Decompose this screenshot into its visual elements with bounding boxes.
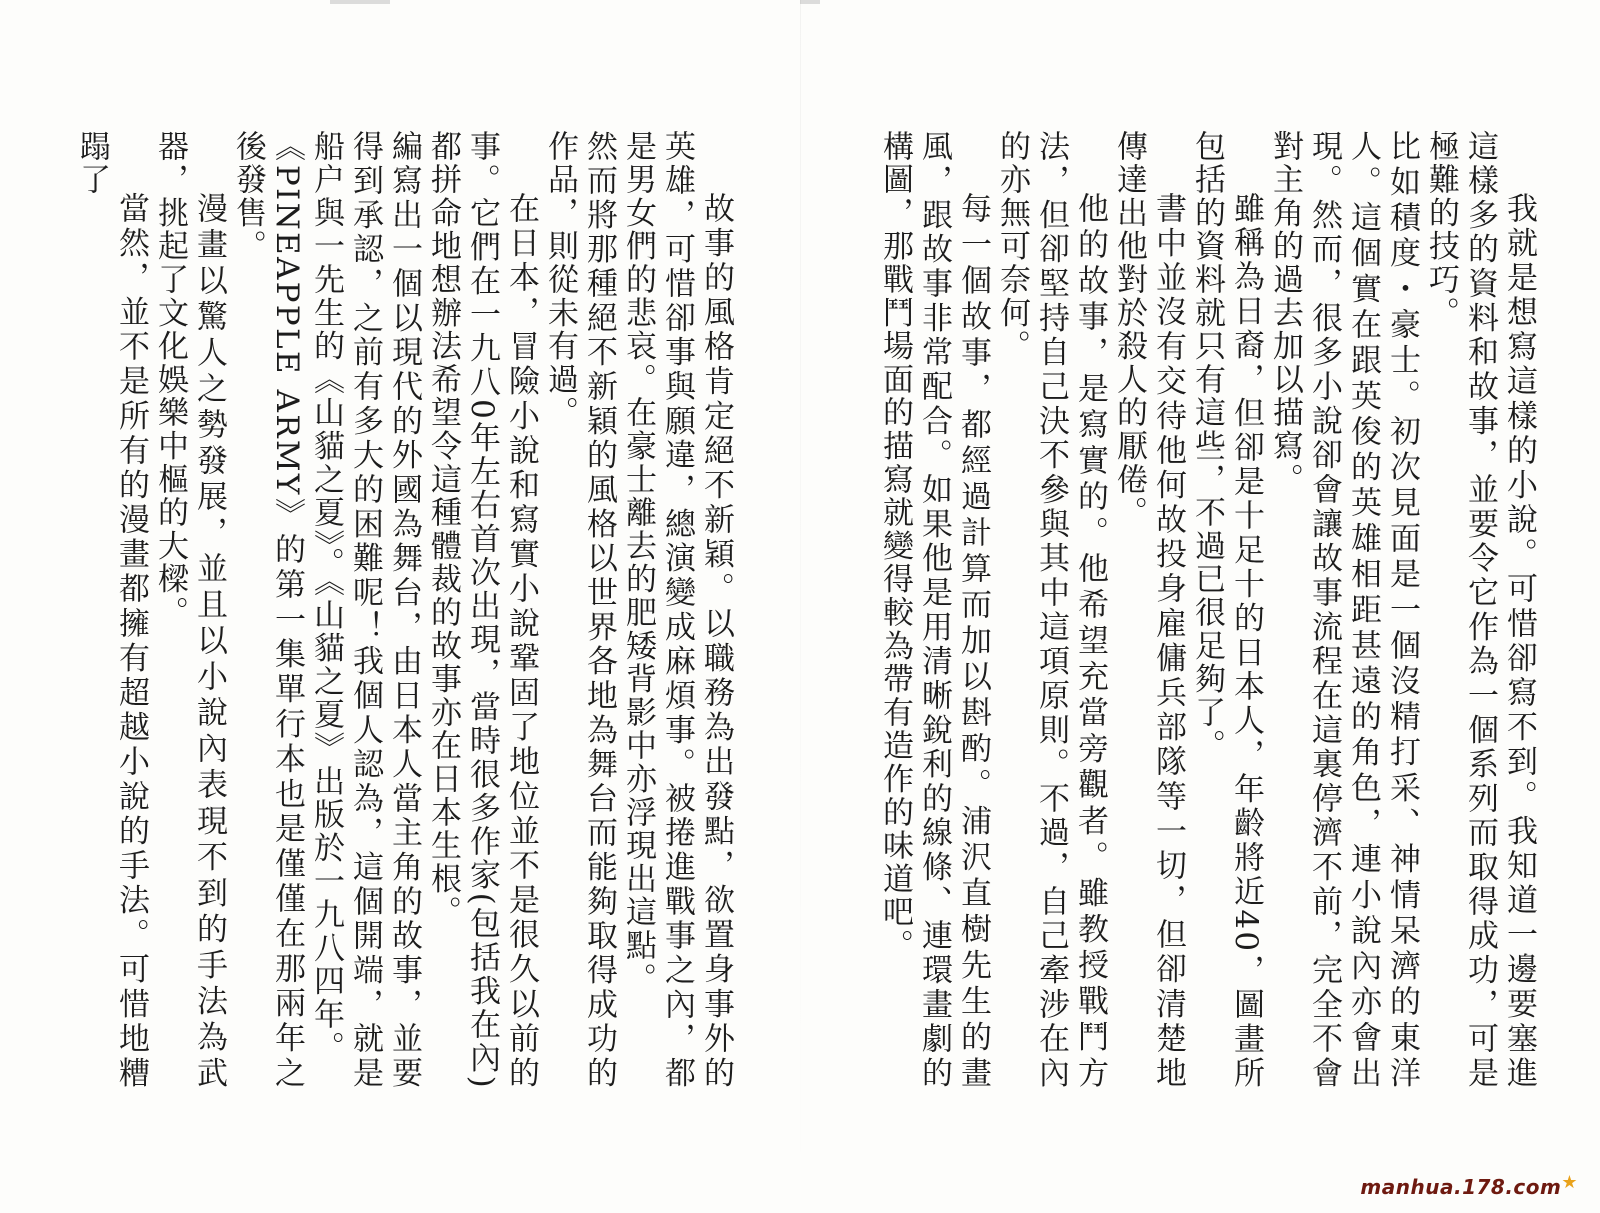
paragraph: 他的故事，是寫實的。他希望充當旁觀者。雖教授戰鬥方法，但卻堅持自己決不參與其中這項原則。不過，自己牽涉在內的亦無可奈何。 bbox=[994, 130, 1108, 1090]
site-watermark bbox=[1360, 1172, 1578, 1199]
watermark-text: manhua.178.com bbox=[1360, 1175, 1562, 1199]
left-page-text bbox=[72, 130, 735, 1090]
paragraph: 漫畫以驚人之勢發展，並且以小說內表現不到的手法為武器，挑起了文化娛樂中樞的大樑。 bbox=[152, 130, 227, 1090]
paragraph: 當然，並不是所有的漫畫都擁有超越小說的手法。可惜地糟蹋了 bbox=[74, 130, 149, 1090]
paragraph: 比如積度・豪士。初次見面是一個沒精打采、神情呆濟的東洋人。這個實在跟英俊的英雄相距甚遠的角色，連小說內亦會出現。然而，很多小說卻會讓故事流程在這裏停濟不前，完全不會對主角的過去加以描寫。 bbox=[1267, 130, 1420, 1090]
paragraph: 在日本，冒險小說和寫實小說鞏固了地位並不是很久以前的事。它們在一九八0年左右首次出現，當時很多作家(包括我在內)都拼命地想辦法希望令這種體裁的故事亦在日本生根。 bbox=[425, 130, 539, 1090]
star-icon: ★ bbox=[1561, 1172, 1578, 1193]
paragraph: 然而將那種絕不新穎的風格以世界各地為舞台而能夠取得成功的作品，則從未有過。 bbox=[542, 130, 617, 1090]
paragraph: 編寫出一個以現代的外國為舞台，由日本人當主角的故事，並要得到承認，之前有多大的困難呢！我個人認為，這個開端，就是船户與一先生的《山貓之夏》。《山貓之夏》出版於一九八四年。 bbox=[308, 130, 422, 1090]
scan-edge-mark bbox=[800, 0, 820, 4]
right-page-text bbox=[875, 130, 1538, 1090]
page-gutter bbox=[800, 0, 801, 1213]
scan-edge-mark bbox=[330, 0, 390, 4]
paragraph: 我就是想寫這樣的小說。可惜卻寫不到。我知道一邊要塞進這樣多的資料和故事，並要令它作為一個系列而取得成功，可是極難的技巧。 bbox=[1423, 130, 1537, 1090]
paragraph: 故事的風格肯定絕不新穎。以職務為出發點，欲置身事外的英雄，可惜卻事與願違，總演變成麻煩事。被捲進戰事之內，都是男女們的悲哀。在豪士離去的肥矮背影中亦浮現出這點。 bbox=[620, 130, 734, 1090]
paragraph: 雖稱為日裔，但卻是十足十的日本人，年齡將近40，圖畫所包括的資料就只有這些，不過已很足夠了。 bbox=[1189, 130, 1264, 1090]
paragraph: 每一個故事，都經過計算而加以斟酌。浦沢直樹先生的畫風，跟故事非常配合。如果他是用清晰銳利的線條、連環畫劇的構圖，那戰鬥場面的描寫就變得較為帶有造作的味道吧。 bbox=[877, 130, 991, 1090]
paragraph: 《PINEAPPLE ARMY》的第一集單行本也是僅僅在那兩年之後發售。 bbox=[230, 130, 305, 1090]
paragraph: 書中並沒有交待他何故投身雇傭兵部隊等一切，但卻清楚地傳達出他對於殺人的厭倦。 bbox=[1111, 130, 1186, 1090]
